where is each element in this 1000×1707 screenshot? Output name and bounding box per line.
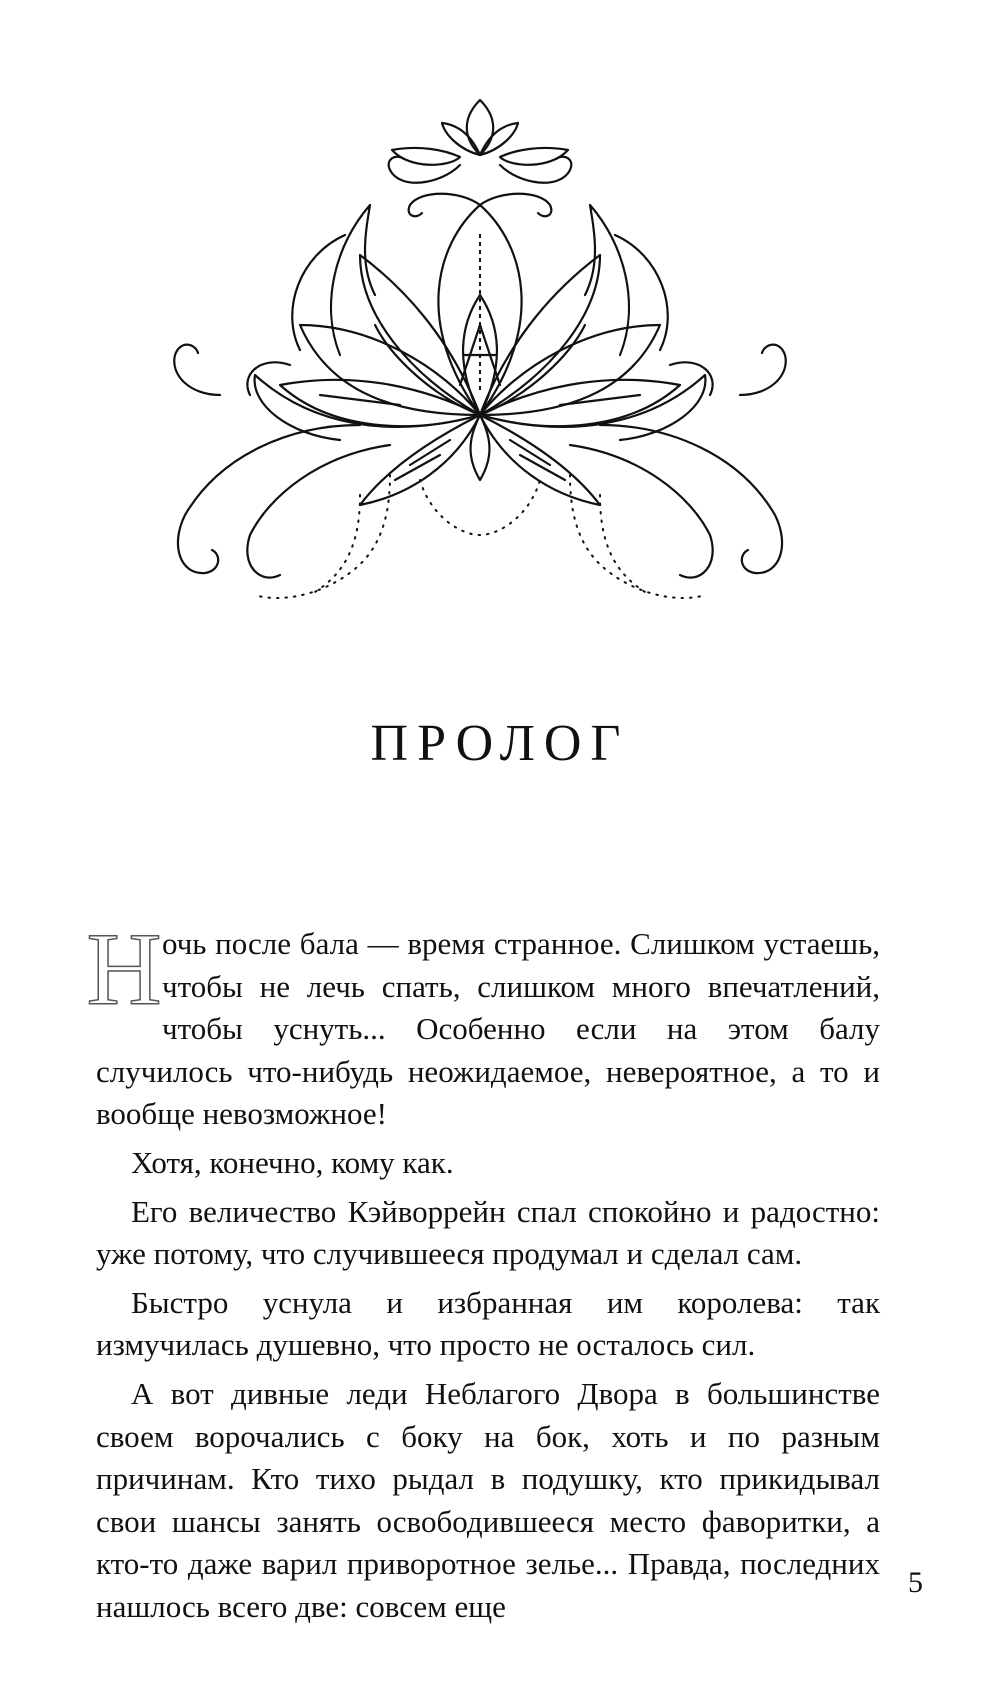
paragraph-1-text: очь после бала — время странное. Слишком устаешь, чтобы не лечь спать, слишком много впечатлений, чтобы уснуть... Особенно если на этом балу случилось что-нибудь неожидаемое, невероятное, а то и вообще невозможное! (96, 926, 880, 1132)
paragraph-4: Быстро уснула и избранная им королева: так измучилась душевно, что просто не осталось сил. (96, 1284, 880, 1363)
drop-cap: Н (86, 912, 162, 1027)
paragraph-1 (86, 912, 880, 1136)
paragraph-2: Хотя, конечно, кому как. (131, 1144, 454, 1180)
paragraph-5: А вот дивные леди Неблагого Двора в большинстве своем ворочались с боку на бок, хоть и по разным причинам. Кто тихо рыдал в подушку, кто прикидывал свои шансы занять освободившееся место фаворитки, а кто-то даже варил приворотное зелье... Правда, последних нашлось всего две: совсем еще (96, 1375, 880, 1624)
page-number: 5 (908, 1566, 923, 1599)
chapter-title: ПРОЛОГ (370, 715, 630, 772)
chapter-text (86, 912, 880, 1635)
paragraph-3: Его величество Кэйворрейн спал спокойно и радостно: уже потому, что случившееся продумал и сделал сам. (96, 1193, 880, 1272)
lotus-ornament-icon (160, 95, 800, 670)
